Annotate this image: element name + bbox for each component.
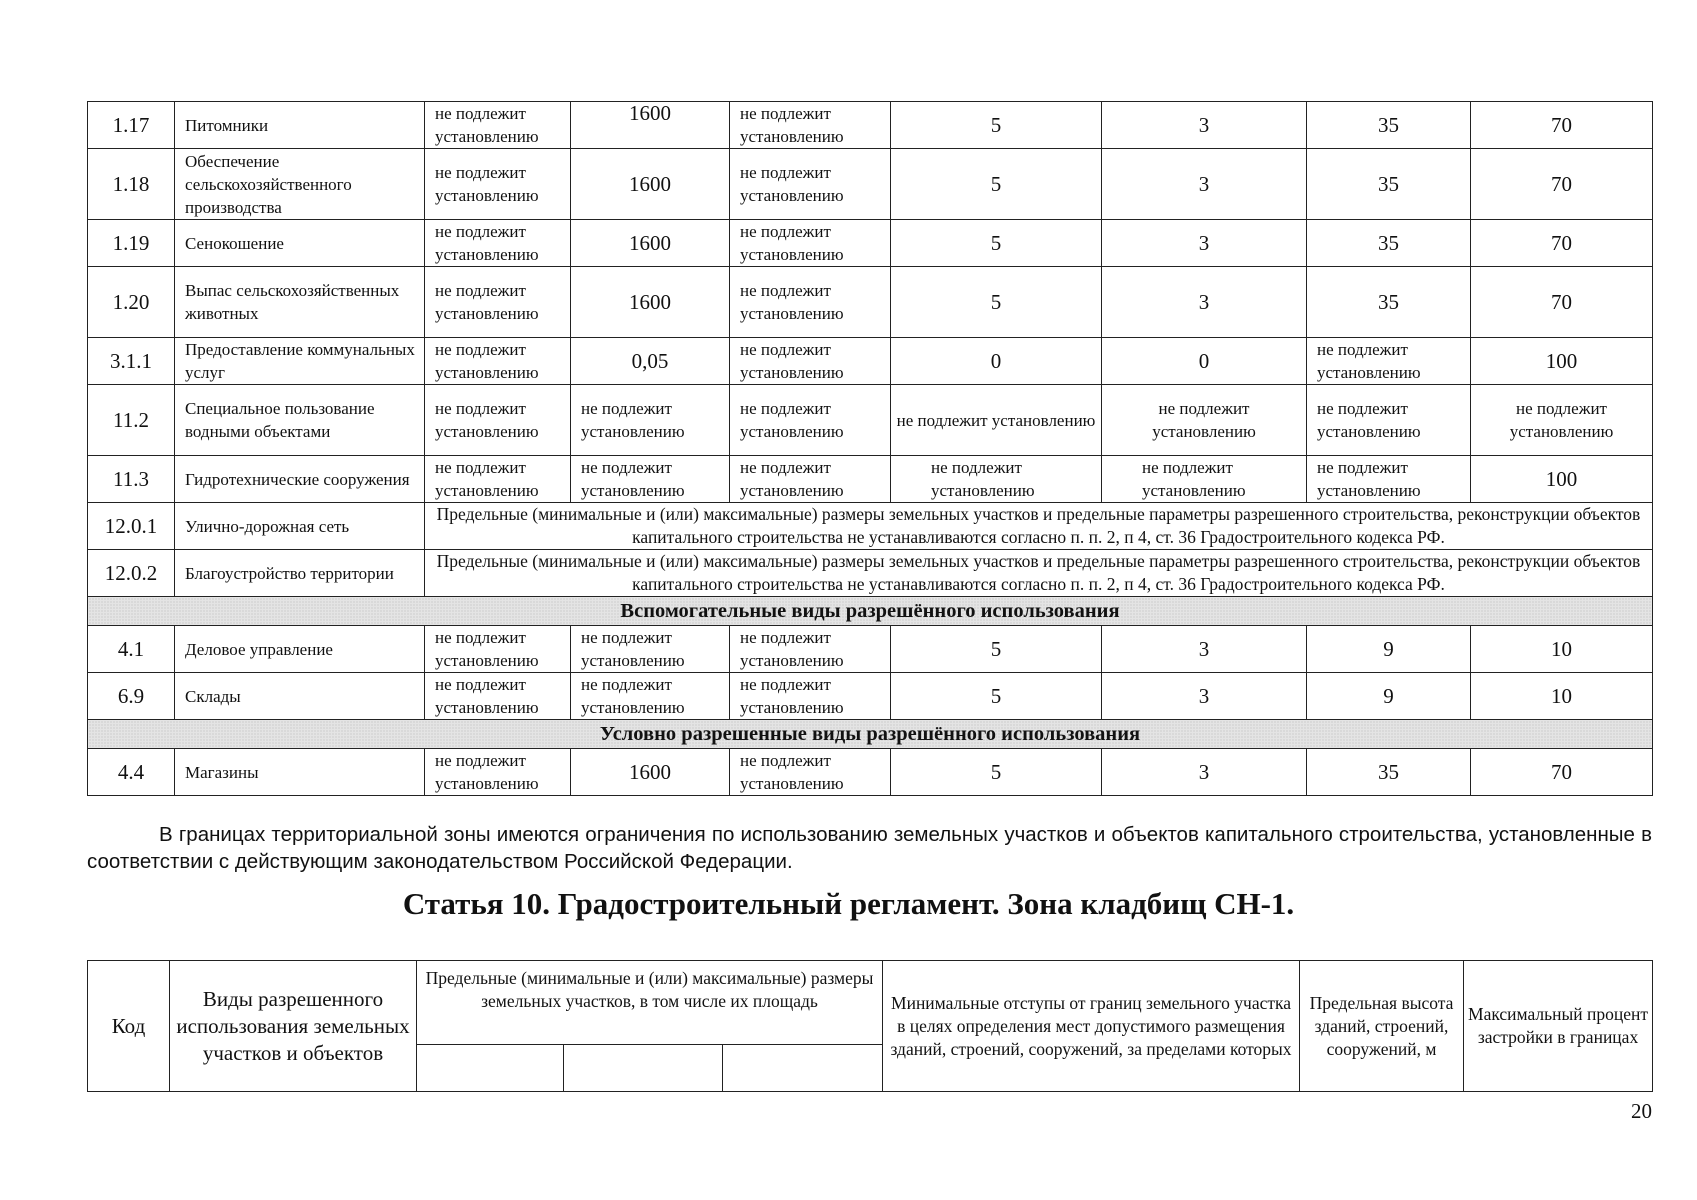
header-subcell — [417, 1045, 564, 1092]
row-code: 1.17 — [88, 102, 175, 149]
cell-not-applicable: не подлежит установлению — [1307, 385, 1471, 456]
cell-area: 0,05 — [571, 338, 730, 385]
restrictions-paragraph: В границах территориальной зоны имеются ограничения по использованию земельных участков и объектов капитального строительства, установленные в соответствии с действующим законодательством Российской Федерации. — [87, 822, 1652, 873]
row-name: Улично-дорожная сеть — [175, 503, 425, 550]
cell-percent: 100 — [1471, 456, 1653, 503]
page-number: 20 — [1631, 1099, 1652, 1123]
cell-not-applicable: не подлежит установлению — [571, 385, 730, 456]
cemetery-zone-table-header — [87, 960, 1653, 1092]
cell-not-applicable: не подлежит установлению — [1102, 456, 1307, 503]
header-sizes: Предельные (минимальные и (или) максимальные) размеры земельных участков, в том числе их площадь — [417, 961, 883, 1045]
cell-not-applicable: не подлежит установлению — [730, 267, 891, 338]
cell-height: 9 — [1307, 673, 1471, 720]
cell-not-applicable: не подлежит установлению — [425, 749, 571, 796]
table-row — [88, 338, 1653, 385]
table-row — [88, 673, 1653, 720]
section-row — [88, 720, 1653, 749]
cell-percent: 70 — [1471, 749, 1653, 796]
row-name: Магазины — [175, 749, 425, 796]
row-code: 4.1 — [88, 626, 175, 673]
cell-not-applicable: не подлежит установлению — [1102, 385, 1307, 456]
header-indents: Минимальные отступы от границ земельного участка в целях определения мест допустимого размещения зданий, строений, сооружений, за пределами которых — [883, 961, 1300, 1092]
table-row — [88, 267, 1653, 338]
row-name: Специальное пользование водными объектами — [175, 385, 425, 456]
cell-not-applicable: не подлежит установлению — [730, 626, 891, 673]
cell-not-applicable: не подлежит установлению — [571, 456, 730, 503]
cell-min-indent-2: 3 — [1102, 749, 1307, 796]
cell-not-applicable: не подлежит установлению — [730, 149, 891, 220]
row-code: 1.18 — [88, 149, 175, 220]
cell-height: 35 — [1307, 749, 1471, 796]
cell-percent: 70 — [1471, 267, 1653, 338]
cell-percent: 10 — [1471, 626, 1653, 673]
cell-not-applicable: не подлежит установлению — [425, 267, 571, 338]
cell-min-indent: 5 — [891, 673, 1102, 720]
table-row — [88, 749, 1653, 796]
cell-percent: 70 — [1471, 102, 1653, 149]
table-row — [88, 626, 1653, 673]
cell-min-indent: 5 — [891, 267, 1102, 338]
cell-not-applicable: не подлежит установлению — [891, 456, 1102, 503]
cell-not-applicable: не подлежит установлению — [730, 338, 891, 385]
cell-height: 9 — [1307, 626, 1471, 673]
cell-height: 35 — [1307, 102, 1471, 149]
cell-area: 1600 — [571, 749, 730, 796]
row-name: Предоставление коммунальных услуг — [175, 338, 425, 385]
table-row — [88, 220, 1653, 267]
section-heading-auxiliary: Вспомогательные виды разрешённого использования — [88, 597, 1653, 626]
cell-not-applicable: не подлежит установлению — [730, 220, 891, 267]
cell-area: 1600 — [571, 220, 730, 267]
table-row — [88, 456, 1653, 503]
table-row — [88, 149, 1653, 220]
cell-min-indent: 5 — [891, 149, 1102, 220]
cell-min-indent-2: 3 — [1102, 220, 1307, 267]
cell-min-indent-2: 0 — [1102, 338, 1307, 385]
cell-min-indent-2: 3 — [1102, 149, 1307, 220]
row-name: Питомники — [175, 102, 425, 149]
cell-area: 1600 — [571, 102, 730, 149]
cell-min-indent-2: 3 — [1102, 626, 1307, 673]
row-name: Выпас сельскохозяйственных животных — [175, 267, 425, 338]
cell-height: 35 — [1307, 267, 1471, 338]
row-name: Благоустройство территории — [175, 550, 425, 597]
cell-not-applicable: не подлежит установлению — [425, 456, 571, 503]
header-types: Виды разрешенного использования земельных участков и объектов — [170, 961, 417, 1092]
table-row — [88, 503, 1653, 550]
cell-min-indent-2: 3 — [1102, 267, 1307, 338]
header-subcell — [564, 1045, 723, 1092]
section-heading-conditional: Условно разрешенные виды разрешённого использования — [88, 720, 1653, 749]
cell-not-applicable: не подлежит установлению — [730, 456, 891, 503]
cell-area: 1600 — [571, 149, 730, 220]
cell-min-indent: 0 — [891, 338, 1102, 385]
cell-not-applicable: не подлежит установлению — [1307, 338, 1471, 385]
cell-not-applicable: не подлежит установлению — [571, 673, 730, 720]
cell-not-applicable: не подлежит установлению — [425, 220, 571, 267]
row-name: Деловое управление — [175, 626, 425, 673]
cell-percent: 70 — [1471, 220, 1653, 267]
cell-not-applicable: не подлежит установлению — [425, 338, 571, 385]
header-code: Код — [88, 961, 170, 1092]
cell-percent: 100 — [1471, 338, 1653, 385]
row-code: 12.0.1 — [88, 503, 175, 550]
cell-not-applicable: не подлежит установлению — [425, 102, 571, 149]
table-row — [88, 385, 1653, 456]
cell-not-applicable: не подлежит установлению — [891, 385, 1102, 456]
cell-not-applicable: не подлежит установлению — [730, 673, 891, 720]
cell-percent: 70 — [1471, 149, 1653, 220]
cell-min-indent: 5 — [891, 749, 1102, 796]
cell-min-indent-2: 3 — [1102, 673, 1307, 720]
header-height: Предельная высота зданий, строений, сооружений, м — [1300, 961, 1464, 1092]
row-name: Склады — [175, 673, 425, 720]
cell-height: 35 — [1307, 220, 1471, 267]
row-code: 3.1.1 — [88, 338, 175, 385]
row-code: 4.4 — [88, 749, 175, 796]
cell-not-applicable: не подлежит установлению — [425, 673, 571, 720]
cell-not-applicable: не подлежит установлению — [425, 626, 571, 673]
merged-note: Предельные (минимальные и (или) максимальные) размеры земельных участков и предельные параметры разрешенного строительства, реконструкции объектов капитального строительства не устанавливаются согласно п. п. 2, п 4, ст. 36 Градостроительного кодекса РФ. — [425, 550, 1653, 597]
row-code: 1.19 — [88, 220, 175, 267]
cell-area: 1600 — [571, 267, 730, 338]
cell-min-indent: 5 — [891, 102, 1102, 149]
cell-not-applicable: не подлежит установлению — [730, 385, 891, 456]
cell-percent: 10 — [1471, 673, 1653, 720]
table-row — [88, 550, 1653, 597]
cell-not-applicable: не подлежит установлению — [1307, 456, 1471, 503]
row-name: Обеспечение сельскохозяйственного производства — [175, 149, 425, 220]
section-row — [88, 597, 1653, 626]
row-name: Гидротехнические сооружения — [175, 456, 425, 503]
cell-not-applicable: не подлежит установлению — [1471, 385, 1653, 456]
row-code: 6.9 — [88, 673, 175, 720]
cell-not-applicable: не подлежит установлению — [730, 102, 891, 149]
regulations-table — [87, 101, 1653, 796]
cell-height: 35 — [1307, 149, 1471, 220]
cell-min-indent-2: 3 — [1102, 102, 1307, 149]
cell-not-applicable: не подлежит установлению — [730, 749, 891, 796]
row-name: Сенокошение — [175, 220, 425, 267]
merged-note: Предельные (минимальные и (или) максимальные) размеры земельных участков и предельные параметры разрешенного строительства, реконструкции объектов капитального строительства не устанавливаются согласно п. п. 2, п 4, ст. 36 Градостроительного кодекса РФ. — [425, 503, 1653, 550]
cell-min-indent: 5 — [891, 626, 1102, 673]
header-subcell — [723, 1045, 883, 1092]
cell-not-applicable: не подлежит установлению — [425, 149, 571, 220]
header-percent: Максимальный процент застройки в границах — [1464, 961, 1653, 1092]
article-title: Статья 10. Градостроительный регламент. Зона кладбищ СН-1. — [402, 886, 1295, 921]
cell-min-indent: 5 — [891, 220, 1102, 267]
row-code: 1.20 — [88, 267, 175, 338]
cell-not-applicable: не подлежит установлению — [425, 385, 571, 456]
row-code: 12.0.2 — [88, 550, 175, 597]
row-code: 11.3 — [88, 456, 175, 503]
cell-not-applicable: не подлежит установлению — [571, 626, 730, 673]
table-row — [88, 102, 1653, 149]
row-code: 11.2 — [88, 385, 175, 456]
